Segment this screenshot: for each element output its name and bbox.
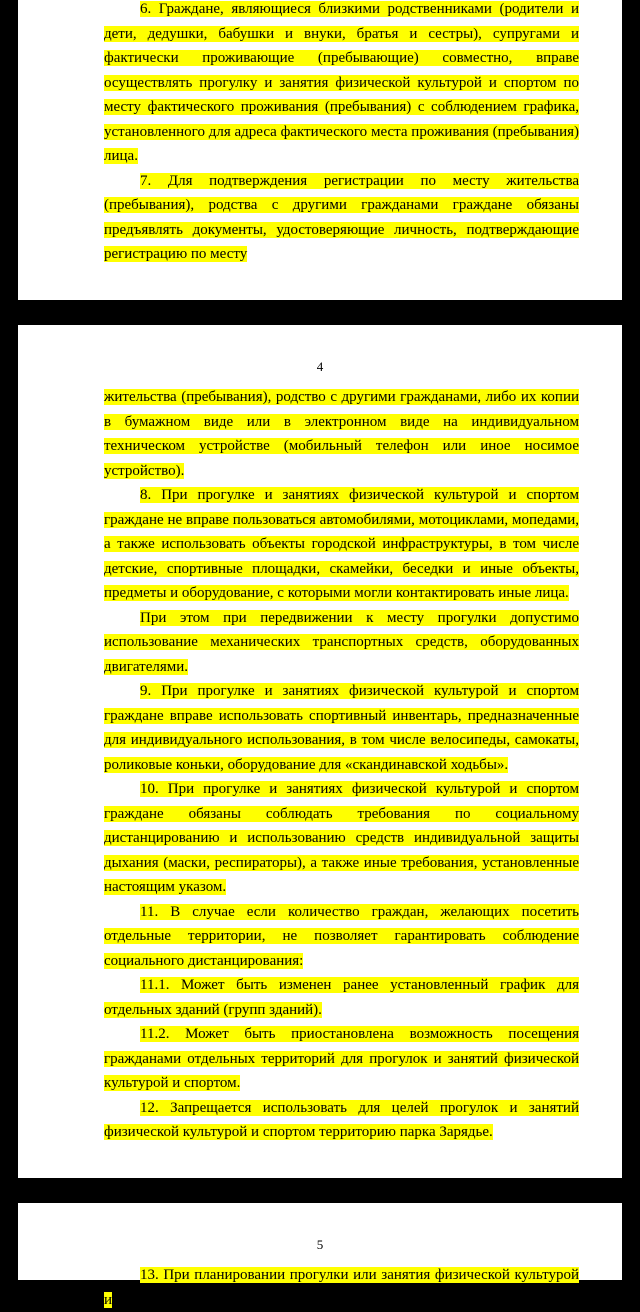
paragraph-9: 9. При прогулке и занятиях физической культурой и спортом граждане вправе использовать спортивный инвентарь, предназначенные для индивидуального использования, в том числе велосипеды, самокаты, роликовые коньки, оборудование для «скандинавской ходьбы». [104,683,579,773]
paragraph-11-1: 11.1. Может быть изменен ранее установленный график для отдельных зданий (групп зданий). [104,977,579,1018]
document-page-3 [18,0,622,300]
paragraph-11: 11. В случае если количество граждан, желающих посетить отдельные территории, не позволяет гарантировать соблюдение социального дистанцирования: [104,903,579,969]
page-number: 4 [316,359,324,374]
page-body [104,385,579,1145]
paragraph-8-note: При этом при передвижении к месту прогулки допустимо использование механических транспортных средств, оборудованных двигателями. [104,609,579,675]
paragraph-7: 7. Для подтверждения регистрации по месту жительства (пребывания), родства с другими гражданами граждане обязаны предъявлять документы, удостоверяющие личность, подтверждающие регистрацию по месту [104,172,579,262]
paragraph-13: 13. При планировании прогулки или занятия физической культурой и [104,1267,579,1308]
paragraph-11-2: 11.2. Может быть приостановлена возможность посещения гражданами отдельных территорий для прогулок и занятий физической культурой и спортом. [104,1026,579,1091]
page-body [104,0,579,267]
paragraph-12: 12. Запрещается использовать для целей прогулок и занятий физической культурой и спортом территорию парка Зарядье. [104,1099,579,1140]
paragraph-continuation: жительства (пребывания), родство с другими гражданами, либо их копии в бумажном виде или в электронном виде на индивидуальном техническом устройстве (мобильный телефон или иное носимое устройство). [104,389,579,479]
paragraph-10: 10. При прогулке и занятиях физической культурой и спортом граждане обязаны соблюдать требования по социальному дистанцированию и использованию средств индивидуальной защиты дыхания (маски, респираторы), а также иные требования, установленные настоящим указом. [104,781,579,895]
document-page-5 [18,1203,622,1308]
paragraph-6: 6. Граждане, являющиеся близкими родственниками (родители и дети, дедушки, бабушки и внуки, братья и сестры), супругами и фактически проживающие (пребывающие) совместно, вправе осуществлять прогулку и занятия физической культурой и спортом по месту фактического проживания (пребывания) с соблюдением графика, установленного для адреса фактического места проживания (пребывания) лица. [104,1,579,164]
paragraph-8: 8. При прогулке и занятиях физической культурой и спортом граждане не вправе пользоваться автомобилями, мотоциклами, мопедами, а также использовать объекты городской инфраструктуры, в том числе детские, спортивные площадки, скамейки, беседки и иные объекты, предметы и оборудование, с которыми могли контактировать иные лица. [104,487,579,601]
page-number: 5 [316,1237,324,1252]
page-body [104,1263,579,1312]
document-page-4 [18,325,622,1178]
